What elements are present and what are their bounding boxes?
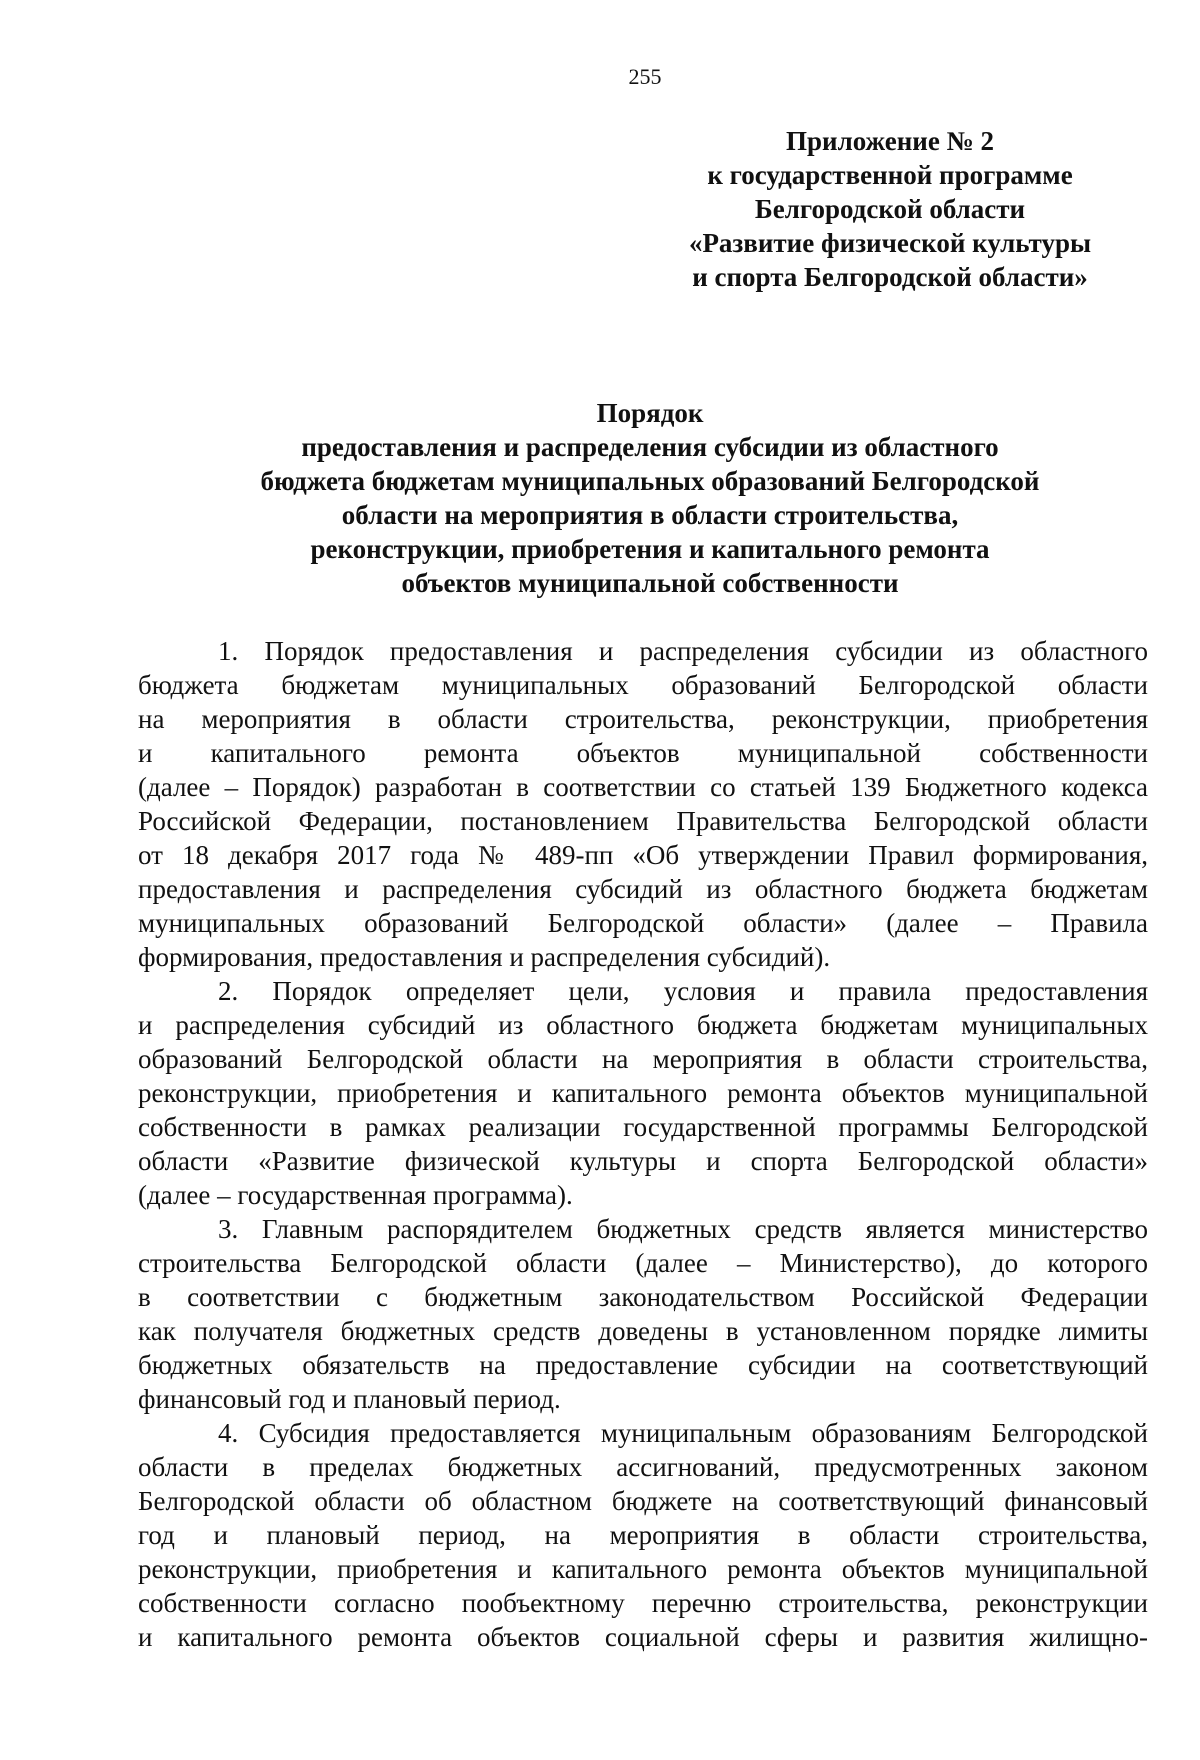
- title-line: бюджета бюджетам муниципальных образований Белгородской: [260, 466, 1040, 496]
- appendix-header: [650, 124, 1130, 294]
- paragraph-line: собственности в рамках реализации государственной программы Белгородской: [138, 1112, 1148, 1142]
- paragraph-line: реконструкции, приобретения и капитального ремонта объектов муниципальной: [138, 1554, 1148, 1584]
- paragraph-line: на мероприятия в области строительства, реконструкции, приобретения: [138, 704, 1148, 734]
- paragraph-line: предоставления и распределения субсидий из областного бюджета бюджетам: [138, 874, 1148, 904]
- paragraph-line: муниципальных образований Белгородской области» (далее – Правила: [138, 908, 1148, 938]
- paragraph-line: (далее – Порядок) разработан в соответствии со статьей 139 Бюджетного кодекса: [138, 772, 1148, 802]
- paragraph-line: и капитального ремонта объектов социальной сферы и развития жилищно-: [138, 1622, 1148, 1652]
- paragraph-line: Белгородской области об областном бюджете на соответствующий финансовый: [138, 1486, 1148, 1516]
- title-line: предоставления и распределения субсидии из областного: [301, 432, 999, 462]
- paragraph-2: [138, 974, 1148, 1212]
- paragraph-line: области в пределах бюджетных ассигнований, предусмотренных законом: [138, 1452, 1148, 1482]
- appendix-line: Белгородской области: [754, 194, 1026, 224]
- paragraph-1: [138, 634, 1148, 974]
- paragraph-line: 4. Субсидия предоставляется муниципальным образованиям Белгородской: [218, 1418, 1148, 1448]
- paragraph-line: 3. Главным распорядителем бюджетных средств является министерство: [218, 1214, 1148, 1244]
- page-number: 255: [628, 64, 662, 89]
- paragraph-line: (далее – государственная программа).: [138, 1180, 573, 1210]
- paragraph-line: собственности согласно пообъектному перечню строительства, реконструкции: [138, 1588, 1148, 1618]
- paragraph-3: [138, 1212, 1148, 1416]
- paragraph-line: области «Развитие физической культуры и спорта Белгородской области»: [138, 1146, 1148, 1176]
- paragraph-line: образований Белгородской области на мероприятия в области строительства,: [138, 1044, 1148, 1074]
- document-title: [150, 396, 1150, 600]
- appendix-line: Приложение № 2: [786, 126, 994, 156]
- paragraph-line: от 18 декабря 2017 года № 489-пп «Об утверждении Правил формирования,: [138, 840, 1148, 870]
- document-body: [138, 634, 1148, 1654]
- paragraph-line: бюджета бюджетам муниципальных образований Белгородской области: [138, 670, 1148, 700]
- appendix-line: «Развитие физической культуры: [688, 228, 1092, 258]
- paragraph-line: Российской Федерации, постановлением Правительства Белгородской области: [138, 806, 1148, 836]
- paragraph-line: бюджетных обязательств на предоставление субсидии на соответствующий: [138, 1350, 1148, 1380]
- paragraph-line: реконструкции, приобретения и капитального ремонта объектов муниципальной: [138, 1078, 1148, 1108]
- paragraph-line: финансовый год и плановый период.: [138, 1384, 561, 1414]
- paragraph-line: в соответствии с бюджетным законодательством Российской Федерации: [138, 1282, 1148, 1312]
- appendix-line: и спорта Белгородской области»: [692, 262, 1088, 292]
- paragraph-line: и капитального ремонта объектов муниципальной собственности: [138, 738, 1148, 768]
- title-line: объектов муниципальной собственности: [401, 568, 899, 598]
- appendix-line: к государственной программе: [707, 160, 1073, 190]
- paragraph-line: год и плановый период, на мероприятия в области строительства,: [138, 1520, 1148, 1550]
- paragraph-line: 1. Порядок предоставления и распределения субсидии из областного: [218, 636, 1148, 666]
- title-line: Порядок: [596, 398, 704, 428]
- paragraph-line: как получателя бюджетных средств доведены в установленном порядке лимиты: [138, 1316, 1148, 1346]
- paragraph-line: и распределения субсидий из областного бюджета бюджетам муниципальных: [138, 1010, 1148, 1040]
- paragraph-line: строительства Белгородской области (далее – Министерство), до которого: [138, 1248, 1148, 1278]
- paragraph-line: формирования, предоставления и распределения субсидий).: [138, 942, 831, 972]
- title-line: области на мероприятия в области строительства,: [341, 500, 959, 530]
- paragraph-4: [138, 1416, 1148, 1654]
- paragraph-line: 2. Порядок определяет цели, условия и правила предоставления: [218, 976, 1148, 1006]
- title-line: реконструкции, приобретения и капитального ремонта: [310, 534, 990, 564]
